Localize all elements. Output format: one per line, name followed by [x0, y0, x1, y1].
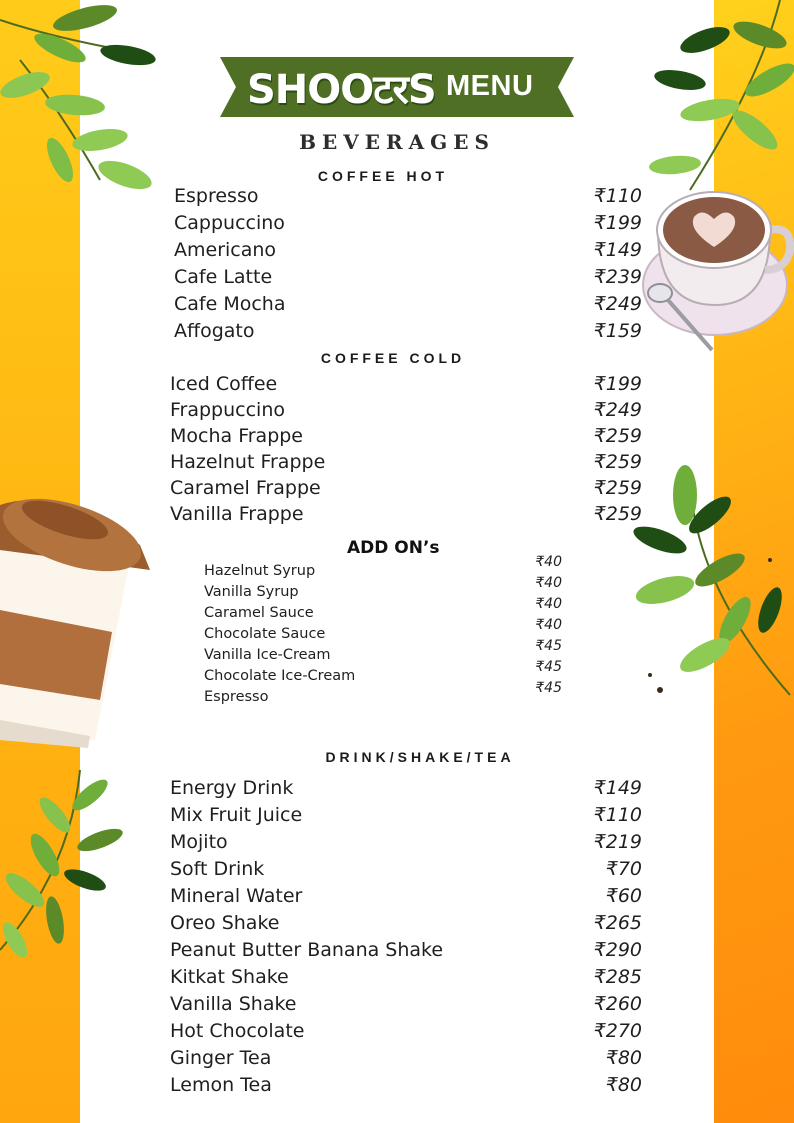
- menu-item-name: Mocha Frappe: [170, 425, 303, 447]
- menu-item-name: Americano: [174, 239, 277, 261]
- menu-title: MENU: [446, 70, 534, 102]
- menu-item-name: Mix Fruit Juice: [170, 804, 303, 826]
- takeaway-cup-icon: [0, 490, 152, 750]
- menu-item-price: ₹259: [593, 425, 642, 447]
- menu-item-price: ₹80: [605, 1074, 642, 1096]
- menu-item-price: ₹40: [535, 575, 562, 591]
- menu-item-name: Cappuccino: [174, 212, 285, 234]
- menu-item-price: ₹40: [535, 596, 562, 612]
- section-title-coffee-hot: COFFEE HOT: [317, 168, 449, 184]
- leaf-branch-bottom-left-icon: [0, 770, 130, 970]
- menu-item-name: Vanilla Shake: [170, 993, 297, 1015]
- menu-item-name: Frappuccino: [170, 399, 286, 421]
- menu-banner: [220, 57, 574, 117]
- menu-item-name: Vanilla Frappe: [170, 503, 304, 525]
- menu-item-price: ₹249: [593, 399, 642, 421]
- menu-item-price: ₹270: [593, 1020, 642, 1042]
- menu-item-name: Caramel Frappe: [170, 477, 321, 499]
- section-title-add-ons: ADD ON’s: [347, 538, 440, 558]
- menu-item-name: Ginger Tea: [170, 1047, 272, 1069]
- menu-item-price: ₹60: [605, 885, 642, 907]
- menu-item-name: Hazelnut Frappe: [170, 451, 326, 473]
- menu-item-price: ₹265: [593, 912, 642, 934]
- menu-item-name: Soft Drink: [170, 858, 265, 880]
- menu-item-price: ₹149: [593, 777, 642, 799]
- menu-item-price: ₹45: [535, 680, 562, 696]
- menu-item-price: ₹70: [605, 858, 642, 880]
- menu-item-name: Affogato: [174, 320, 255, 342]
- menu-item-name: Caramel Sauce: [204, 605, 314, 621]
- menu-item-name: Oreo Shake: [170, 912, 280, 934]
- menu-item-name: Energy Drink: [170, 777, 294, 799]
- menu-item-name: Mineral Water: [170, 885, 303, 907]
- menu-item-name: Mojito: [170, 831, 228, 853]
- menu-item-price: ₹149: [593, 239, 642, 261]
- menu-item-price: ₹199: [593, 373, 642, 395]
- menu-item-price: ₹45: [535, 638, 562, 654]
- section-title-drink-shake-tea: DRINK/SHAKE/TEA: [325, 749, 515, 765]
- menu-item-name: Hot Chocolate: [170, 1020, 305, 1042]
- menu-item-price: ₹159: [593, 320, 642, 342]
- menu-item-price: ₹40: [535, 554, 562, 570]
- menu-item-name: Hazelnut Syrup: [204, 563, 316, 579]
- menu-item-name: Espresso: [174, 185, 259, 207]
- menu-item-name: Vanilla Ice-Cream: [204, 647, 331, 663]
- menu-item-price: ₹219: [593, 831, 642, 853]
- menu-item-name: Kitkat Shake: [170, 966, 289, 988]
- menu-item-price: ₹249: [593, 293, 642, 315]
- menu-item-price: ₹285: [593, 966, 642, 988]
- leaf-branch-right-middle-icon: [630, 460, 794, 720]
- menu-item-price: ₹110: [593, 185, 642, 207]
- menu-item-price: ₹259: [593, 451, 642, 473]
- menu-item-name: Cafe Latte: [174, 266, 273, 288]
- menu-item-price: ₹45: [535, 659, 562, 675]
- menu-item-name: Chocolate Sauce: [204, 626, 326, 642]
- section-title-coffee-cold: COFFEE COLD: [320, 350, 466, 366]
- menu-item-price: ₹40: [535, 617, 562, 633]
- menu-item-price: ₹239: [593, 266, 642, 288]
- menu-item-name: Cafe Mocha: [174, 293, 286, 315]
- menu-item-name: Chocolate Ice-Cream: [204, 668, 356, 684]
- menu-item-price: ₹110: [593, 804, 642, 826]
- menu-item-name: Peanut Butter Banana Shake: [170, 939, 444, 961]
- menu-item-price: ₹259: [593, 503, 642, 525]
- brand-logo: SHOOटरS: [247, 67, 436, 113]
- menu-item-name: Vanilla Syrup: [204, 584, 299, 600]
- menu-item-price: ₹199: [593, 212, 642, 234]
- menu-item-price: ₹80: [605, 1047, 642, 1069]
- coffee-cup-icon: [640, 185, 794, 360]
- menu-item-name: Iced Coffee: [170, 373, 278, 395]
- menu-item-name: Espresso: [204, 689, 269, 705]
- menu-item-price: ₹290: [593, 939, 642, 961]
- category-heading: BEVERAGES: [299, 130, 495, 154]
- menu-item-price: ₹260: [593, 993, 642, 1015]
- menu-item-price: ₹259: [593, 477, 642, 499]
- menu-item-name: Lemon Tea: [170, 1074, 272, 1096]
